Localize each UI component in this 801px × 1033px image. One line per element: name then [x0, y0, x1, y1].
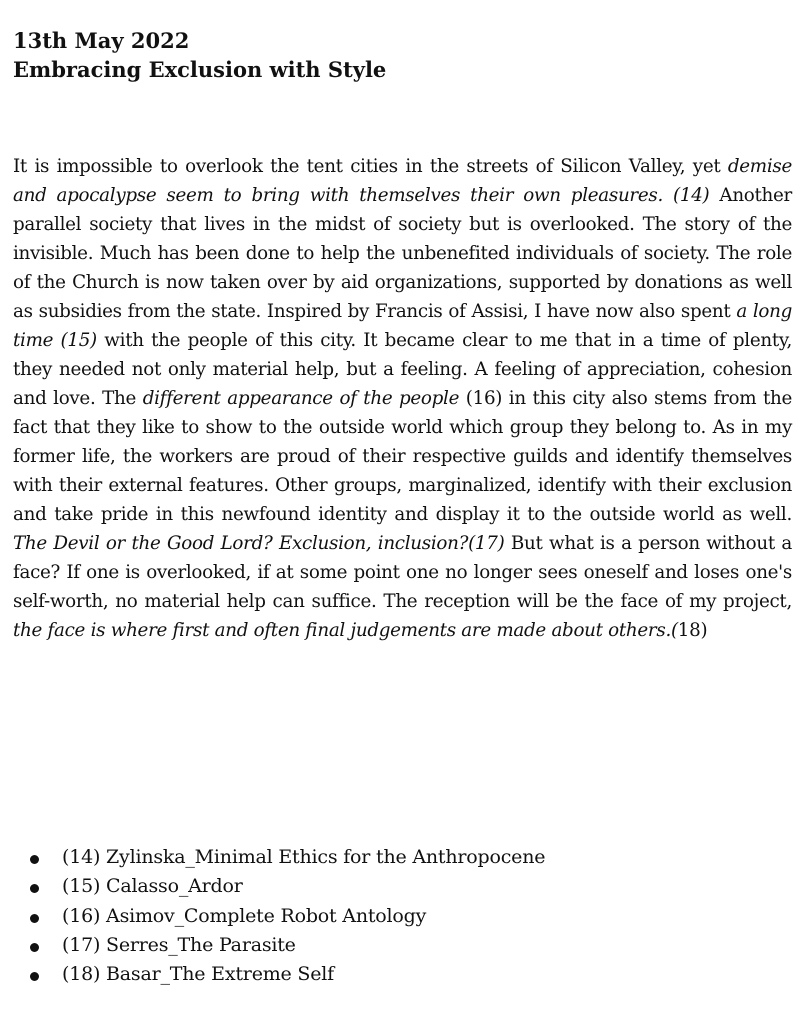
body-text: (16) in this city also stems from the fact that they like to show to the outside world which group they belong to. As in my former life, the workers are proud of their respective guilds and identify themselves with their external features. Other groups, marginalized, identify with their exclusion and take pride in this newfound identity and display it to the outside world as well.: [13, 388, 792, 525]
bullet-icon: [30, 884, 39, 893]
reference-text: (17) Serres_The Parasite: [62, 933, 296, 956]
reference-item: [30, 902, 770, 931]
reference-item: [30, 931, 770, 960]
body-text: 18): [677, 620, 708, 641]
citation-quote: the face is where first and often final judgements are made about others.(: [13, 620, 678, 641]
references-list: [30, 843, 770, 989]
reference-text: (14) Zylinska_Minimal Ethics for the Anthropocene: [62, 846, 546, 868]
citation-quote: The Devil or the Good Lord? Exclusion, inclusion?(17): [13, 533, 505, 554]
reference-item: [30, 872, 770, 901]
entry-title: Embracing Exclusion with Style: [13, 57, 387, 82]
citation-quote: a long time (15): [13, 301, 792, 351]
body-text: with the people of this city. It became clear to me that in a time of plenty, they needed not only material help, but a feeling. A feeling of appreciation, cohesion and love. The: [13, 330, 792, 409]
bullet-icon: [30, 943, 39, 952]
body-paragraph: [13, 152, 792, 645]
body-text: It is impossible to overlook the tent cities in the streets of Silicon Valley, yet: [13, 156, 728, 177]
citation-quote: different appearance of the people: [142, 388, 460, 409]
bullet-icon: [30, 914, 39, 923]
reference-item: [30, 843, 770, 872]
entry-date: 13th May 2022: [13, 28, 190, 53]
document-page: [13, 26, 792, 645]
body-text: Another parallel society that lives in the midst of society but is overlooked. The story of the invisible. Much has been done to help the unbenefited individuals of society. The role of the Church is now taken over by aid organizations, supported by donations as well as subsidies from the state. Inspired by Francis of Assisi, I have now also spent: [13, 185, 792, 322]
citation-quote: demise and apocalypse seem to bring with themselves their own pleasures. (14): [13, 156, 792, 206]
body-text: But what is a person without a face? If one is overlooked, if at some point one no longer sees oneself and loses one's self-worth, no material help can suffice. The reception will be the face of my project,: [13, 533, 792, 612]
reference-text: (15) Calasso_Ardor: [62, 875, 243, 898]
reference-text: (16) Asimov_Complete Robot Antology: [62, 904, 427, 927]
reference-text: (18) Basar_The Extreme Self: [62, 963, 335, 986]
reference-item: [30, 960, 770, 989]
bullet-icon: [30, 972, 39, 981]
bullet-icon: [30, 855, 39, 864]
